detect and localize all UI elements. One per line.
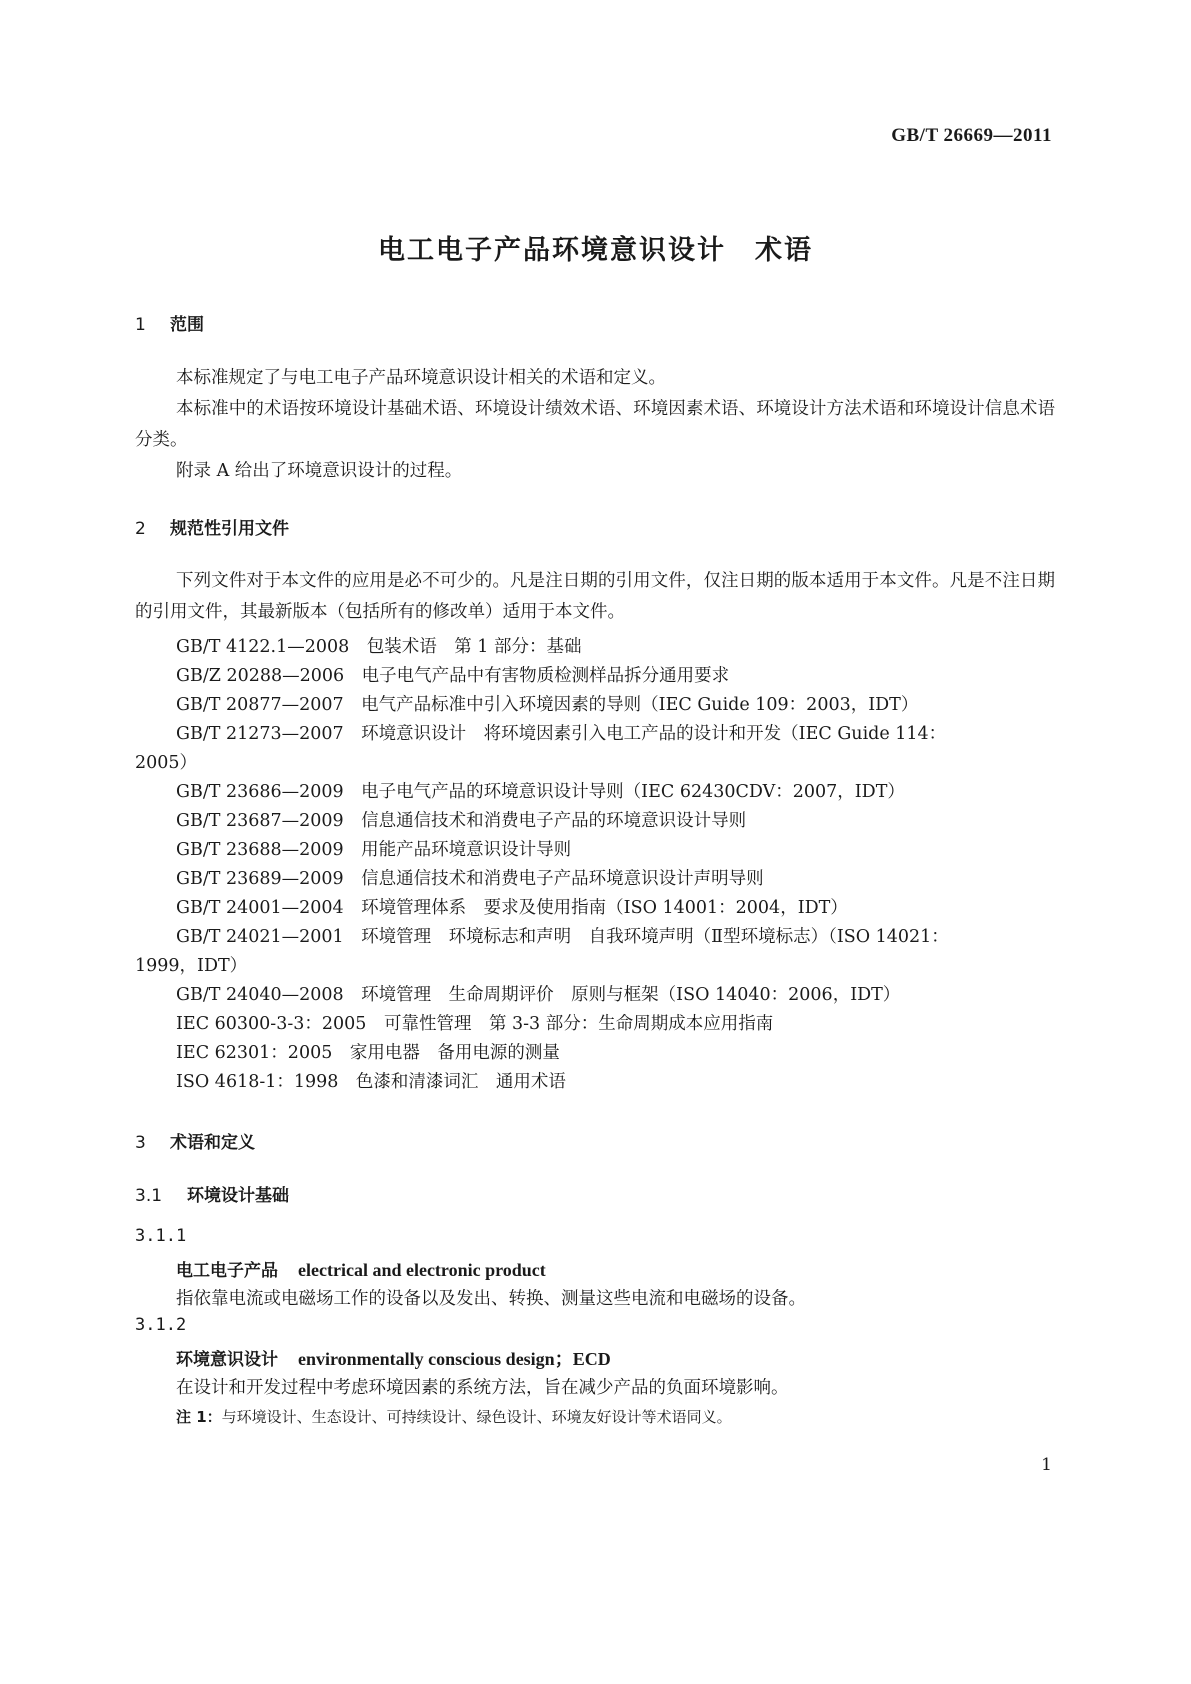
- term-note: [176, 1406, 732, 1427]
- reference-item: GB/T 23686—2009 电子电气产品的环境意识设计导则（IEC 62430CDV：2007，IDT）: [176, 782, 905, 802]
- section-heading-scope: [135, 310, 204, 335]
- reference-item-continuation: 2005）: [135, 753, 198, 773]
- page-number: 1: [1041, 1455, 1052, 1475]
- reference-item: IEC 62301：2005 家用电器 备用电源的测量: [176, 1043, 560, 1063]
- section-title: 规范性引用文件: [170, 519, 289, 539]
- term-number: 3.1.1: [135, 1226, 187, 1246]
- scope-paragraph-2: 本标准中的术语按环境设计基础术语、环境设计绩效术语、环境因素术语、环境设计方法术语和环境设计信息术语分类。: [135, 399, 1055, 450]
- note-label: 注 1：: [176, 1408, 222, 1426]
- references-intro: 下列文件对于本文件的应用是必不可少的。凡是注日期的引用文件，仅注日期的版本适用于本文件。凡是不注日期的引用文件，其最新版本（包括所有的修改单）适用于本文件。: [135, 571, 1055, 622]
- section-heading-references: [135, 514, 289, 539]
- term-number: 3.1.2: [135, 1315, 187, 1335]
- scope-paragraph-3: 附录 A 给出了环境意识设计的过程。: [176, 461, 463, 481]
- subsection-title: 环境设计基础: [187, 1186, 289, 1206]
- section-title: 范围: [170, 315, 204, 335]
- term-name: [176, 1345, 611, 1371]
- section-title: 术语和定义: [170, 1133, 255, 1153]
- reference-item-continuation: 1999，IDT）: [135, 956, 248, 976]
- section-heading-terms: [135, 1128, 255, 1153]
- term-definition: 指依靠电流或电磁场工作的设备以及发出、转换、测量这些电流和电磁场的设备。: [176, 1289, 806, 1309]
- document-title: 电工电子产品环境意识设计 术语: [378, 235, 813, 266]
- reference-item: GB/Z 20288—2006 电子电气产品中有害物质检测样品拆分通用要求: [176, 666, 730, 686]
- reference-item: IEC 60300-3-3：2005 可靠性管理 第 3-3 部分：生命周期成本应用指南: [176, 1014, 774, 1034]
- reference-item: GB/T 23687—2009 信息通信技术和消费电子产品的环境意识设计导则: [176, 811, 747, 831]
- term-definition: 在设计和开发过程中考虑环境因素的系统方法，旨在减少产品的负面环境影响。: [176, 1378, 789, 1398]
- reference-item: GB/T 23688—2009 用能产品环境意识设计导则: [176, 840, 572, 860]
- reference-item: GB/T 4122.1—2008 包装术语 第 1 部分：基础: [176, 637, 582, 657]
- term-name-en: electrical and electronic product: [298, 1260, 546, 1280]
- reference-item: GB/T 20877—2007 电气产品标准中引入环境因素的导则（IEC Guide 109：2003，IDT）: [176, 695, 919, 715]
- note-text: 与环境设计、生态设计、可持续设计、绿色设计、环境友好设计等术语同义。: [221, 1408, 732, 1426]
- section-number: 3: [135, 1133, 146, 1153]
- reference-item: GB/T 23689—2009 信息通信技术和消费电子产品环境意识设计声明导则: [176, 869, 764, 889]
- subsection-heading: [135, 1181, 289, 1206]
- section-number: 1: [135, 315, 146, 335]
- reference-item: GB/T 24040—2008 环境管理 生命周期评价 原则与框架（ISO 14040：2006，IDT）: [176, 985, 901, 1005]
- reference-item: GB/T 24021—2001 环境管理 环境标志和声明 自我环境声明（Ⅱ型环境标志）（ISO 14021：: [176, 927, 949, 947]
- section-number: 2: [135, 519, 146, 539]
- term-name-en: environmentally conscious design；ECD: [298, 1349, 611, 1369]
- term-name: [176, 1256, 546, 1281]
- reference-item: GB/T 21273—2007 环境意识设计 将环境因素引入电工产品的设计和开发（IEC Guide 114：: [176, 724, 947, 744]
- reference-item: GB/T 24001—2004 环境管理体系 要求及使用指南（ISO 14001：2004，IDT）: [176, 898, 848, 918]
- standard-number: GB/T 26669—2011: [891, 125, 1052, 146]
- subsection-number: 3.1: [135, 1186, 163, 1206]
- scope-paragraph-1: 本标准规定了与电工电子产品环境意识设计相关的术语和定义。: [176, 368, 666, 388]
- term-name-zh: 电工电子产品: [176, 1261, 278, 1281]
- reference-item: ISO 4618-1：1998 色漆和清漆词汇 通用术语: [176, 1072, 566, 1092]
- term-name-zh: 环境意识设计: [176, 1350, 278, 1370]
